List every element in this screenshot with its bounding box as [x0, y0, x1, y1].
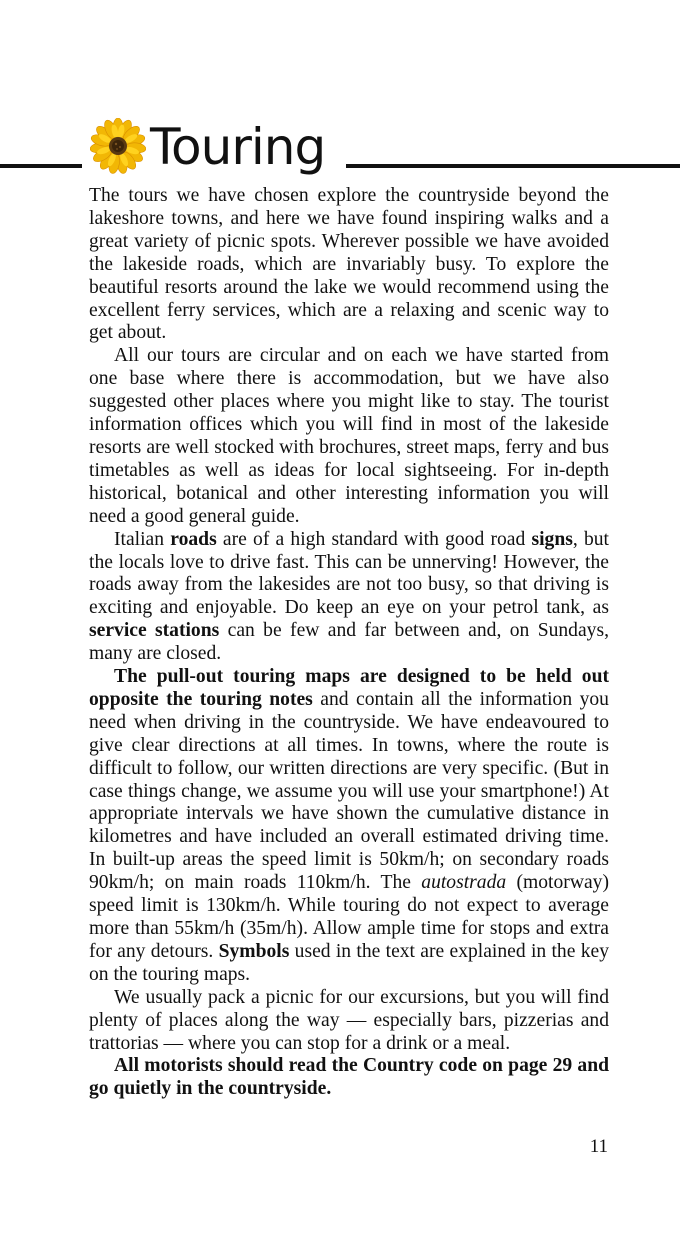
paragraph-roads [89, 529, 609, 666]
paragraph-country-code [89, 1055, 609, 1101]
page-title: Touring [150, 118, 326, 176]
bold-text: roads [170, 528, 217, 550]
paragraph-accommodation [89, 345, 609, 528]
text-run: , but the locals love to drive fast. This can be unnerving! However, the roads away from the lakesides are not too busy, so that driving is exciting and enjoyable. Do keep an eye on your petrol tank, as [89, 528, 609, 619]
text-run: used in the text are explained in the key on the touring maps. [89, 940, 609, 985]
paragraph-touring-maps [89, 666, 609, 987]
text-run: are of a high standard with good road [216, 528, 532, 550]
header-rule-right [346, 164, 680, 168]
sunflower-icon [90, 118, 146, 174]
bold-text: service stations [89, 620, 220, 642]
paragraph-intro [89, 185, 609, 345]
header-rule-left [0, 164, 82, 168]
section-header [0, 112, 680, 184]
text-run: can be few and far between and, on Sundays, many are closed. [89, 620, 609, 665]
text-run: and contain all the information you need when driving in the countryside. We have endeavoured to give clear directions at all times. In towns, where the route is difficult to follow, our written directions are very specific. (But in case things change, we assume you will use your smartphone!) At appropriate intervals we have shown the cumulative distance in kilometres and have included an overall estimated driving time. In built-up areas the speed limit is 50km/h; on secondary roads 90km/h; on main roads 110km/h. The [89, 688, 609, 894]
bold-text: Symbols [218, 940, 290, 962]
bold-text: The pull-out touring maps are designed to be held out opposite the touring notes [89, 666, 609, 710]
text-run: All our tours are circular and on each we have started from one base where there is accommodation, but we have also suggested other places where you might like to stay. The tourist information offices which you will find in most of the lakeside resorts are well stocked with brochures, street maps, ferry and bus timetables as well as ideas for local sightseeing. For in-depth historical, botanical and other interesting information you will need a good general guide. [89, 345, 609, 527]
italic-text: autostrada [421, 872, 507, 894]
text-run: We usually pack a picnic for our excursions, but you will find plenty of places along the way — especially bars, pizzerias and trattorias — where you can stop for a drink or a meal. [89, 986, 609, 1054]
text-run: Italian [114, 528, 171, 550]
text-run: (motorway) speed limit is 130km/h. While touring do not expect to average more than 55km/h (35m/h). Allow ample time for stops and extra for any detours. [89, 872, 609, 962]
body-text [89, 185, 609, 1101]
paragraph-picnic [89, 987, 609, 1056]
bold-text: signs [531, 528, 573, 550]
bold-text: All motorists should read the Country code on page 29 and go quietly in the countryside. [89, 1055, 609, 1100]
text-run: The tours we have chosen explore the countryside beyond the lakeshore towns, and here we have found inspiring walks and a great variety of picnic spots. Wherever possible we have avoided the lakeside roads, which are invariably busy. To explore the beautiful resorts around the lake we would recommend using the excellent ferry services, which are a relaxing and scenic way to get about. [89, 185, 609, 344]
page-number: 11 [589, 1136, 608, 1157]
